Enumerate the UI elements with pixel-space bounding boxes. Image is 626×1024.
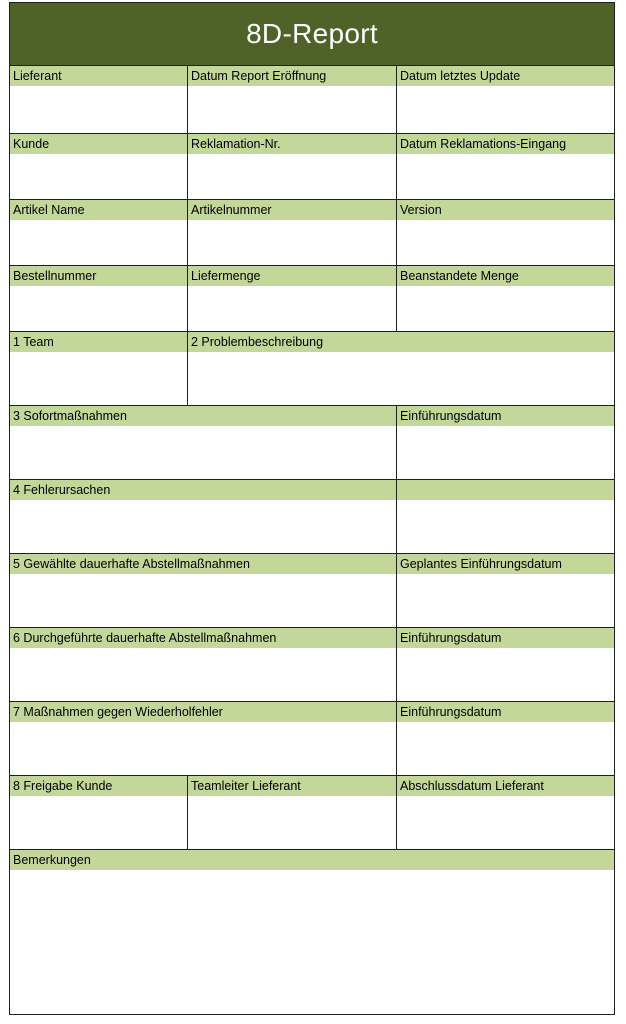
field-label: 2 Problembeschreibung	[188, 332, 614, 352]
grid-line	[10, 265, 614, 266]
field-d7-introduction-date[interactable]	[397, 702, 614, 775]
field-d5-chosen-permanent-actions[interactable]	[10, 554, 396, 627]
grid-line	[10, 405, 614, 406]
field-d8-closing-date-supplier[interactable]	[397, 776, 614, 849]
field-label: Abschlussdatum Lieferant	[397, 776, 614, 796]
field-label	[397, 480, 614, 500]
field-label: Bestellnummer	[10, 266, 187, 286]
field-input[interactable]	[10, 648, 396, 701]
field-order-number[interactable]	[10, 266, 187, 331]
field-input[interactable]	[188, 220, 396, 265]
field-label: 6 Durchgeführte dauerhafte Abstellmaßnahmen	[10, 628, 396, 648]
field-input[interactable]	[10, 154, 187, 199]
field-d8-customer-approval[interactable]	[10, 776, 187, 849]
field-delivery-quantity[interactable]	[188, 266, 396, 331]
field-label: 5 Gewählte dauerhafte Abstellmaßnahmen	[10, 554, 396, 574]
report-title: 8D-Report	[10, 3, 614, 66]
field-d3-immediate-actions[interactable]	[10, 406, 396, 479]
field-label: Bemerkungen	[10, 850, 614, 870]
field-rejected-quantity[interactable]	[397, 266, 614, 331]
field-input[interactable]	[188, 86, 396, 133]
grid-line	[396, 406, 397, 775]
field-label: Datum Report Eröffnung	[188, 66, 396, 86]
field-last-update-date[interactable]	[397, 66, 614, 133]
field-input[interactable]	[10, 86, 187, 133]
field-input[interactable]	[188, 154, 396, 199]
field-d8-team-leader-supplier[interactable]	[188, 776, 396, 849]
field-d5-planned-introduction-date[interactable]	[397, 554, 614, 627]
field-label: 3 Sofortmaßnahmen	[10, 406, 396, 426]
field-supplier[interactable]	[10, 66, 187, 133]
field-label: Einführungsdatum	[397, 702, 614, 722]
grid-line	[10, 199, 614, 200]
field-input[interactable]	[10, 796, 187, 849]
field-d7-prevent-recurrence[interactable]	[10, 702, 396, 775]
grid-line	[10, 627, 614, 628]
field-complaint-number[interactable]	[188, 134, 396, 199]
grid-line	[10, 701, 614, 702]
field-input[interactable]	[10, 870, 614, 1014]
field-d1-team[interactable]	[10, 332, 187, 405]
field-label: 1 Team	[10, 332, 187, 352]
field-input[interactable]	[397, 426, 614, 479]
field-input[interactable]	[188, 352, 614, 405]
grid-line	[10, 479, 614, 480]
field-label: 7 Maßnahmen gegen Wiederholfehler	[10, 702, 396, 722]
field-input[interactable]	[10, 722, 396, 775]
field-label: Datum Reklamations-Eingang	[397, 134, 614, 154]
8d-report-form	[9, 2, 615, 1015]
field-input[interactable]	[397, 154, 614, 199]
field-label: Geplantes Einführungsdatum	[397, 554, 614, 574]
field-label: 8 Freigabe Kunde	[10, 776, 187, 796]
grid-line	[396, 776, 397, 849]
field-input[interactable]	[10, 426, 396, 479]
grid-line	[10, 331, 614, 332]
field-d6-introduction-date[interactable]	[397, 628, 614, 701]
field-input[interactable]	[397, 286, 614, 331]
field-label: Einführungsdatum	[397, 628, 614, 648]
grid-line	[396, 66, 397, 331]
field-complaint-received-date[interactable]	[397, 134, 614, 199]
grid-line	[10, 133, 614, 134]
field-input[interactable]	[188, 286, 396, 331]
field-d4-root-causes[interactable]	[10, 480, 396, 553]
field-label: Version	[397, 200, 614, 220]
field-d4-side[interactable]	[397, 480, 614, 553]
field-label: Artikelnummer	[188, 200, 396, 220]
field-label: Kunde	[10, 134, 187, 154]
field-input[interactable]	[10, 220, 187, 265]
field-input[interactable]	[397, 500, 614, 553]
field-label: Teamleiter Lieferant	[188, 776, 396, 796]
field-label: Beanstandete Menge	[397, 266, 614, 286]
field-input[interactable]	[10, 286, 187, 331]
field-d3-introduction-date[interactable]	[397, 406, 614, 479]
field-label: Lieferant	[10, 66, 187, 86]
field-d2-problem-description[interactable]	[188, 332, 614, 405]
field-input[interactable]	[188, 796, 396, 849]
grid-line	[10, 849, 614, 850]
field-d6-implemented-permanent-actions[interactable]	[10, 628, 396, 701]
field-remarks[interactable]	[10, 850, 614, 1014]
field-label: Reklamation-Nr.	[188, 134, 396, 154]
field-article-number[interactable]	[188, 200, 396, 265]
grid-line	[187, 776, 188, 849]
field-label: 4 Fehlerursachen	[10, 480, 396, 500]
field-input[interactable]	[10, 352, 187, 405]
field-input[interactable]	[10, 500, 396, 553]
grid-line	[10, 775, 614, 776]
grid-line	[187, 66, 188, 405]
field-report-open-date[interactable]	[188, 66, 396, 133]
field-label: Liefermenge	[188, 266, 396, 286]
field-article-name[interactable]	[10, 200, 187, 265]
field-input[interactable]	[10, 574, 396, 627]
field-input[interactable]	[397, 86, 614, 133]
field-input[interactable]	[397, 648, 614, 701]
field-version[interactable]	[397, 200, 614, 265]
field-input[interactable]	[397, 574, 614, 627]
grid-line	[10, 553, 614, 554]
field-label: Einführungsdatum	[397, 406, 614, 426]
field-customer[interactable]	[10, 134, 187, 199]
field-input[interactable]	[397, 722, 614, 775]
field-label: Artikel Name	[10, 200, 187, 220]
field-input[interactable]	[397, 796, 614, 849]
field-label: Datum letztes Update	[397, 66, 614, 86]
field-input[interactable]	[397, 220, 614, 265]
